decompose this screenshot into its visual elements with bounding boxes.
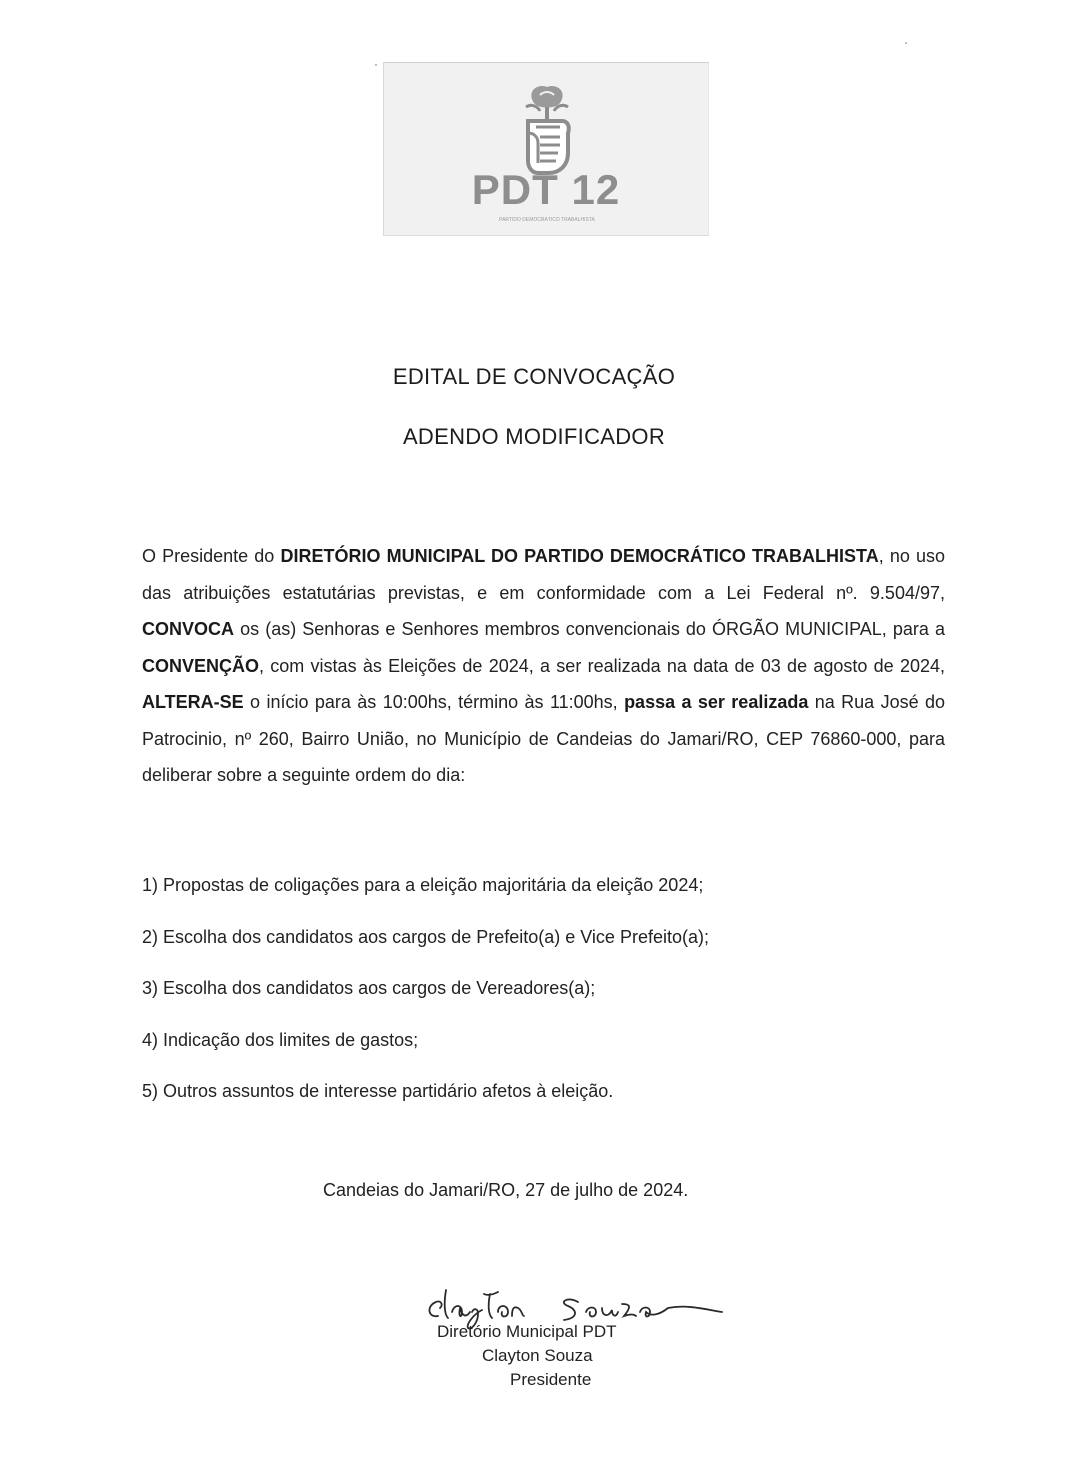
body-bold-text: CONVENÇÃO <box>142 655 260 676</box>
fist-rose-icon <box>512 81 582 177</box>
body-text: , com vistas às Eleições de 2024, a ser realizada na data de 03 de agosto de 2024, <box>259 655 945 676</box>
body-text: os (as) Senhoras e Senhores membros convencionais do ÓRGÃO MUNICIPAL, para a <box>234 619 945 639</box>
agenda-item: 5) Outros assuntos de interesse partidário afetos à eleição. <box>142 1081 614 1101</box>
place-date: Candeias do Jamari/RO, 27 de julho de 2024. <box>323 1180 689 1200</box>
agenda-item: 3) Escolha dos candidatos aos cargos de Vereadores(a); <box>142 978 596 998</box>
scan-speck <box>905 42 907 44</box>
body-bold-text: ALTERA-SE <box>142 692 244 712</box>
logo-text: PDT 12 <box>471 166 621 213</box>
signature-name: Clayton Souza <box>482 1346 593 1365</box>
document-title: EDITAL DE CONVOCAÇÃO <box>392 364 676 389</box>
convocation-paragraph <box>142 538 945 794</box>
agenda-list <box>142 870 945 1128</box>
party-logo <box>383 62 709 236</box>
signature-role: Presidente <box>510 1370 592 1389</box>
body-bold-text: CONVOCA <box>142 619 235 639</box>
body-text: , no uso das atribuições estatutárias previstas, e em conformidade com a Lei Federal nº. 9.504/97, <box>142 546 945 603</box>
logo-subtext: PARTIDO DEMOCRÁTICO TRABALHISTA <box>499 217 595 223</box>
agenda-item: 2) Escolha dos candidatos aos cargos de Prefeito(a) e Vice Prefeito(a); <box>142 926 709 947</box>
body-text: o início para às 10:00hs, término às 11:00hs, <box>243 692 625 712</box>
body-bold-text: DIRETÓRIO MUNICIPAL DO PARTIDO DEMOCRÁTICO TRABALHISTA <box>280 546 879 566</box>
document-subtitle: ADENDO MODIFICADOR <box>402 424 666 449</box>
body-text: na Rua José do Patrocinio, nº 260, Bairro União, no Município de Candeias do Jamari/RO, CEP 76860-000, para deliberar sobre a seguinte ordem do dia: <box>142 692 946 785</box>
signature-office: Diretório Municipal PDT <box>437 1322 617 1341</box>
agenda-item: 4) Indicação dos limites de gastos; <box>142 1029 419 1050</box>
body-bold-text: passa a ser realizada <box>624 692 809 712</box>
agenda-item: 1) Propostas de coligações para a eleição majoritária da eleição 2024; <box>142 875 704 895</box>
scan-speck <box>375 64 377 66</box>
body-text: O Presidente do <box>142 546 281 566</box>
